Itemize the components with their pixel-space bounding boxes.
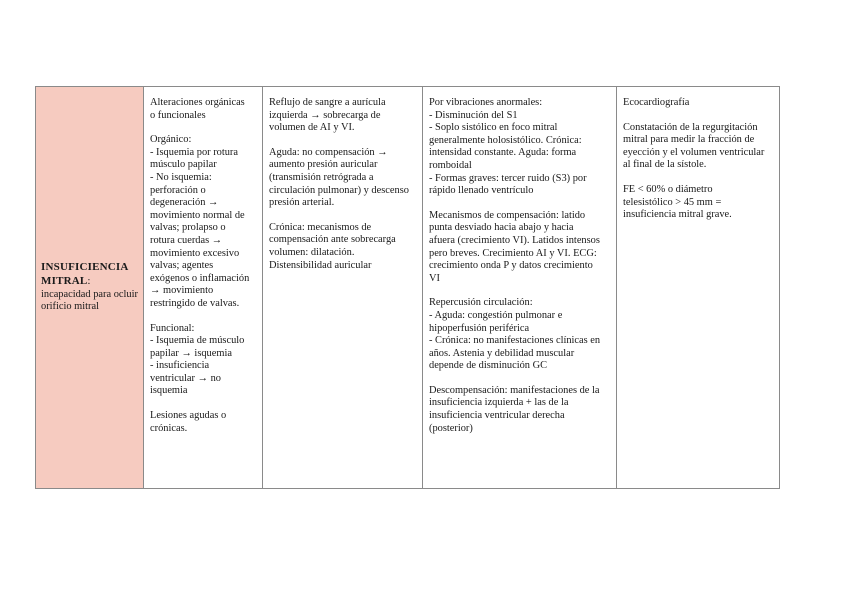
text-line: hipoperfusión periférica	[429, 322, 530, 334]
text-line: Lesiones agudas o	[150, 410, 227, 422]
text-line: crónicas.	[150, 422, 188, 434]
text-line: telesistólico > 45 mm =	[623, 196, 722, 208]
text-line: (posterior)	[429, 422, 473, 434]
text-line: Mecanismos de compensación: latido	[429, 209, 586, 221]
text-line: ventricular → no	[150, 372, 221, 384]
text-line: rápido llenado ventrículo	[429, 185, 534, 197]
paragraph	[429, 385, 610, 435]
text-line: izquierda → sobrecarga de	[269, 109, 381, 121]
causes-cell	[144, 87, 263, 489]
text-line: - Formas graves: tercer ruido (S3) por	[429, 172, 587, 184]
text-line: degeneración →	[150, 197, 219, 209]
text-line: Alteraciones orgánicas	[150, 97, 245, 108]
text-line: Crónica: mecanismos de	[269, 221, 372, 233]
text-line: perforación o	[150, 184, 206, 196]
paragraph	[623, 184, 773, 222]
text-line: eyección y el volumen ventricular	[623, 146, 765, 158]
disease-definition: incapacidad para ocluir orificio mitral	[41, 288, 138, 313]
text-line: FE < 60% o diámetro	[623, 183, 713, 195]
text-line: intensidad constante. Aguda: forma	[429, 147, 577, 159]
paragraph	[429, 210, 610, 286]
text-line: años. Astenia y debilidad muscular	[429, 347, 575, 359]
text-line: crecimiento onda P y datos crecimiento	[429, 260, 593, 272]
text-line: - Crónica: no manifestaciones clínicas en	[429, 335, 601, 347]
text-line: volumen: dilatación.	[269, 246, 355, 258]
text-line: mitral para medir la fracción de	[623, 134, 755, 146]
text-line: Descompensación: manifestaciones de la	[429, 384, 600, 396]
text-line: al final de la sístole.	[623, 159, 707, 171]
text-line: Constatación de la regurgitación	[623, 121, 758, 133]
paragraph	[269, 147, 416, 210]
text-line: VI	[429, 272, 440, 284]
text-line: insuficiencia ventricular derecha	[429, 410, 565, 422]
pathophysiology-cell	[263, 87, 423, 489]
disease-title: INSUFICIENCIA MITRAL	[41, 261, 128, 287]
text-line: (transmisión retrógrada a	[269, 171, 374, 183]
text-line: Por vibraciones anormales:	[429, 97, 543, 108]
text-line: - Disminución del S1	[429, 109, 518, 121]
text-line: valvas; prolapso o	[150, 222, 226, 234]
text-line: rotura cuerdas →	[150, 234, 223, 246]
diagnosis-cell	[617, 87, 780, 489]
text-line: afuera (crecimiento VI). Latidos intensos	[429, 234, 600, 246]
paragraph	[150, 97, 256, 122]
text-line: movimiento excesivo	[150, 247, 240, 259]
text-line: Aguda: no compensación →	[269, 146, 388, 158]
text-line: - Aguda: congestión pulmonar e	[429, 309, 563, 321]
text-line: Ecocardiografía	[623, 97, 690, 108]
paragraph	[150, 323, 256, 399]
text-line: - Isquemia de músculo	[150, 335, 245, 347]
clinical-cell	[423, 87, 617, 489]
text-line: insuficiencia mitral grave.	[623, 209, 732, 221]
text-line: Funcional:	[150, 322, 195, 334]
text-line: depende de disminución GC	[429, 360, 548, 372]
text-line: pero breves. Crecimiento AI y VI. ECG:	[429, 247, 597, 259]
text-line: → movimiento	[150, 285, 214, 297]
table-row	[36, 87, 780, 489]
text-line: generalmente holosistólico. Crónica:	[429, 134, 582, 146]
paragraph	[623, 97, 773, 110]
text-line: movimiento normal de	[150, 209, 245, 221]
text-line: romboidal	[429, 159, 472, 171]
text-line: Reflujo de sangre a aurícula	[269, 97, 386, 108]
text-line: papilar → isquemia	[150, 347, 232, 359]
paragraph	[429, 297, 610, 373]
text-line: punta desviado hacia abajo y hacia	[429, 222, 574, 234]
text-line: compensación ante sobrecarga	[269, 234, 396, 246]
text-line: Repercusión circulación:	[429, 297, 533, 309]
text-line: músculo papilar	[150, 159, 217, 171]
text-line: - insuficiencia	[150, 360, 210, 372]
disease-cell	[36, 87, 144, 489]
paragraph	[429, 97, 610, 198]
text-line: - Isquemia por rotura	[150, 146, 239, 158]
text-line: exógenos o inflamación	[150, 272, 250, 284]
text-line: - Soplo sistólico en foco mitral	[429, 122, 558, 134]
text-line: - No isquemia:	[150, 171, 212, 183]
paragraph	[269, 222, 416, 272]
text-line: restringido de valvas.	[150, 297, 240, 309]
paragraph	[150, 134, 256, 310]
text-line: Orgánico:	[150, 134, 192, 146]
text-line: o funcionales	[150, 109, 206, 121]
pathology-table	[35, 86, 780, 489]
text-line: isquemia	[150, 385, 188, 397]
disease-name: INSUFICIENCIA MITRAL: incapacidad para ocluir orificio mitral	[41, 261, 138, 313]
paragraph	[150, 410, 256, 435]
text-line: presión arterial.	[269, 197, 335, 209]
text-line: Distensibilidad auricular	[269, 259, 372, 271]
paragraph	[623, 122, 773, 172]
text-line: circulación pulmonar) y descenso	[269, 184, 409, 196]
text-line: insuficiencia izquierda + las de la	[429, 397, 569, 409]
text-line: aumento presión auricular	[269, 159, 378, 171]
paragraph	[269, 97, 416, 135]
text-line: volumen de AI y VI.	[269, 122, 355, 134]
text-line: valvas; agentes	[150, 260, 214, 272]
